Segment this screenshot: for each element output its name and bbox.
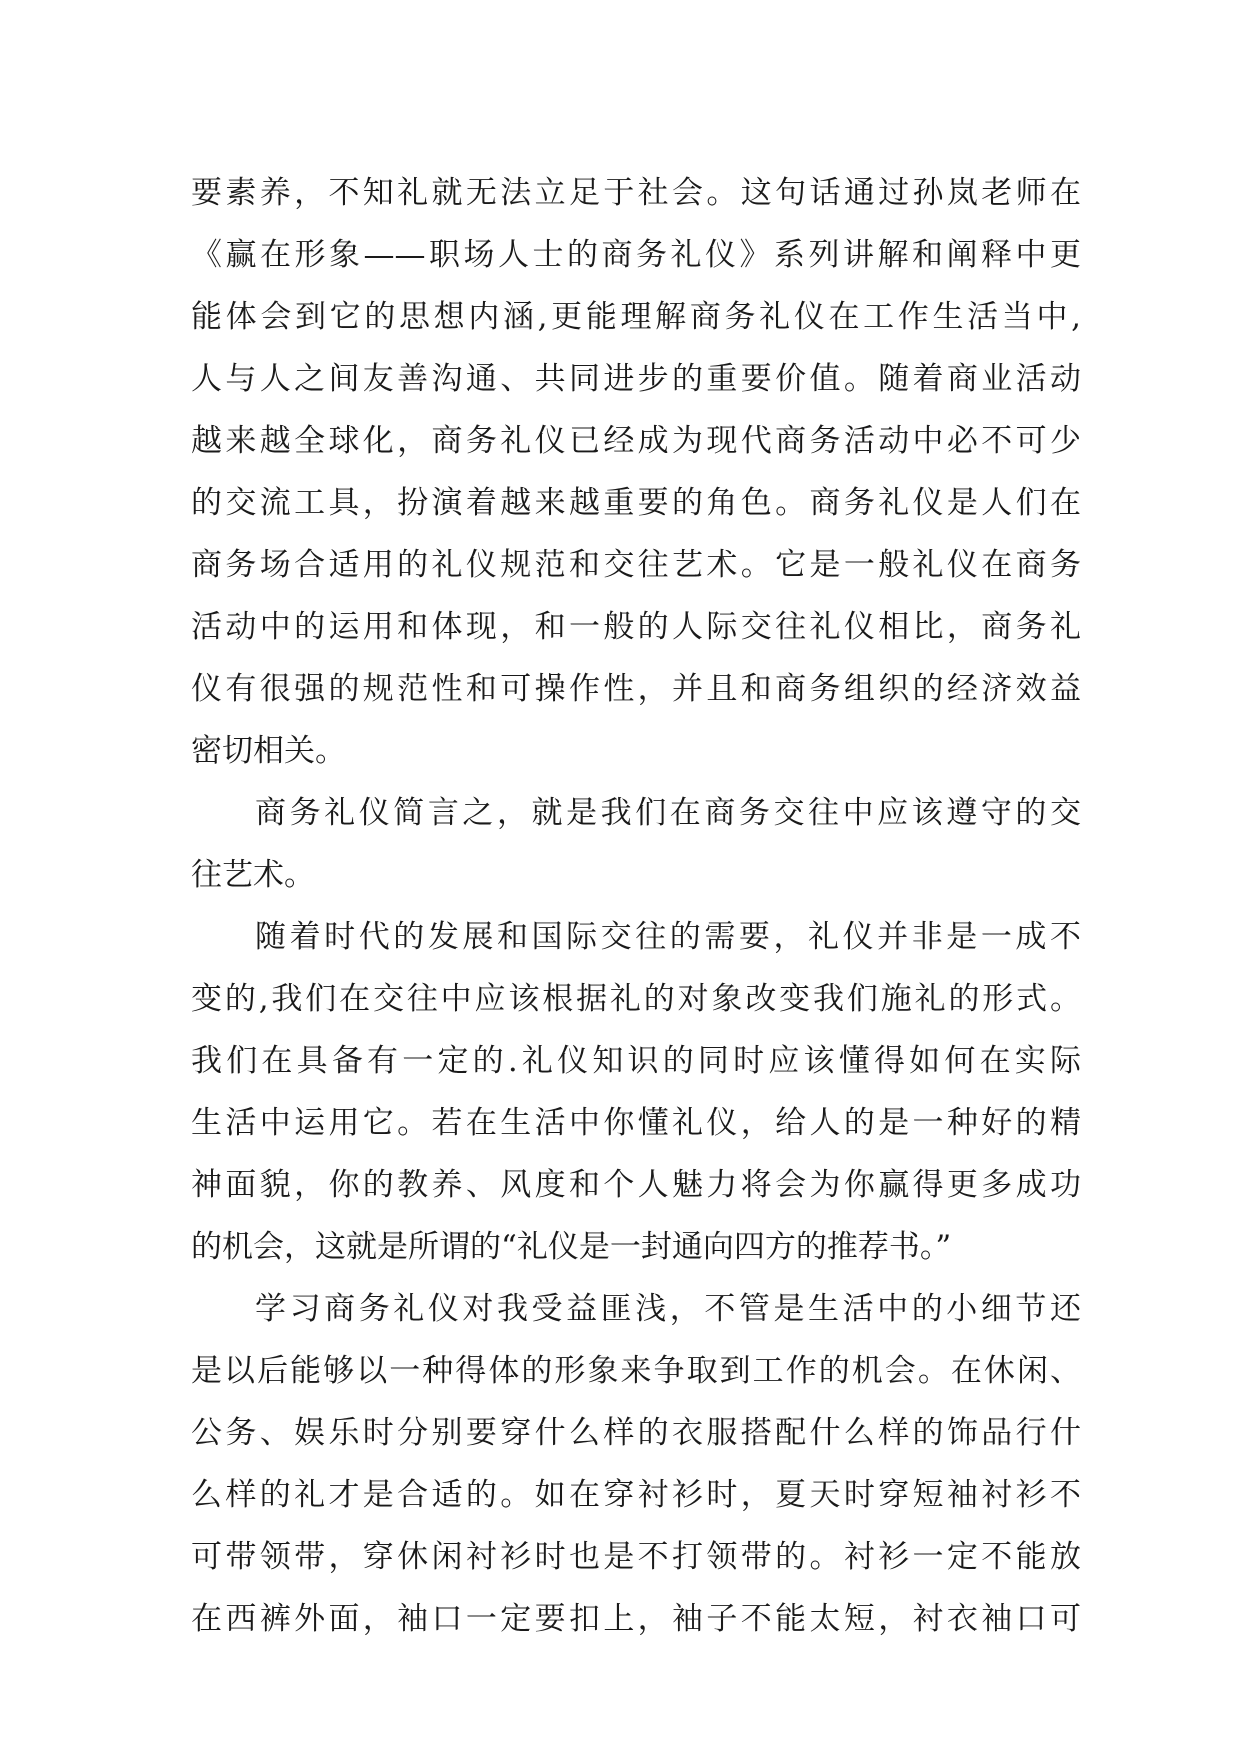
text-line: 我们在具备有一定的.礼仪知识的同时应该懂得如何在实际 [191,1043,1081,1079]
text-line: 要素养，不知礼就无法立足于社会。这句话通过孙岚老师在 [191,175,1081,211]
text-line: 在西裤外面，袖口一定要扣上，袖子不能太短，衬衣袖口可 [191,1601,1081,1637]
text-line: 生活中运用它。若在生活中你懂礼仪，给人的是一种好的精 [191,1105,1081,1141]
text-line: 学习商务礼仪对我受益匪浅，不管是生活中的小细节还 [255,1291,1081,1327]
text-line: 密切相关。 [191,733,346,769]
text-line: 往艺术。 [191,857,315,893]
text-line: 可带领带，穿休闲衬衫时也是不打领带的。衬衫一定不能放 [191,1539,1081,1575]
text-line: 公务、娱乐时分别要穿什么样的衣服搭配什么样的饰品行什 [191,1415,1081,1451]
text-line: 么样的礼才是合适的。如在穿衬衫时，夏天时穿短袖衬衫不 [191,1477,1081,1513]
text-line: 活动中的运用和体现，和一般的人际交往礼仪相比，商务礼 [191,609,1081,645]
text-line: 越来越全球化，商务礼仪已经成为现代商务活动中必不可少 [191,423,1081,459]
document-body [191,162,1081,1650]
text-line: 随着时代的发展和国际交往的需要，礼仪并非是一成不 [255,919,1081,955]
text-line: 商务礼仪简言之，就是我们在商务交往中应该遵守的交 [255,795,1081,831]
text-line: 的机会，这就是所谓的“礼仪是一封通向四方的推荐书。” [191,1229,952,1265]
text-line: 的交流工具，扮演着越来越重要的角色。商务礼仪是人们在 [191,485,1081,521]
text-line: 人与人之间友善沟通、共同进步的重要价值。随着商业活动 [191,361,1081,397]
text-line: 商务场合适用的礼仪规范和交往艺术。它是一般礼仪在商务 [191,547,1081,583]
text-line: 变的,我们在交往中应该根据礼的对象改变我们施礼的形式。 [191,981,1081,1017]
text-line: 《赢在形象——职场人士的商务礼仪》系列讲解和阐释中更 [191,237,1081,273]
text-line: 是以后能够以一种得体的形象来争取到工作的机会。在休闲、 [191,1353,1081,1389]
text-line: 仪有很强的规范性和可操作性，并且和商务组织的经济效益 [191,671,1081,707]
text-line: 能体会到它的思想内涵,更能理解商务礼仪在工作生活当中, [191,299,1081,335]
text-line: 神面貌，你的教养、风度和个人魅力将会为你赢得更多成功 [191,1167,1081,1203]
